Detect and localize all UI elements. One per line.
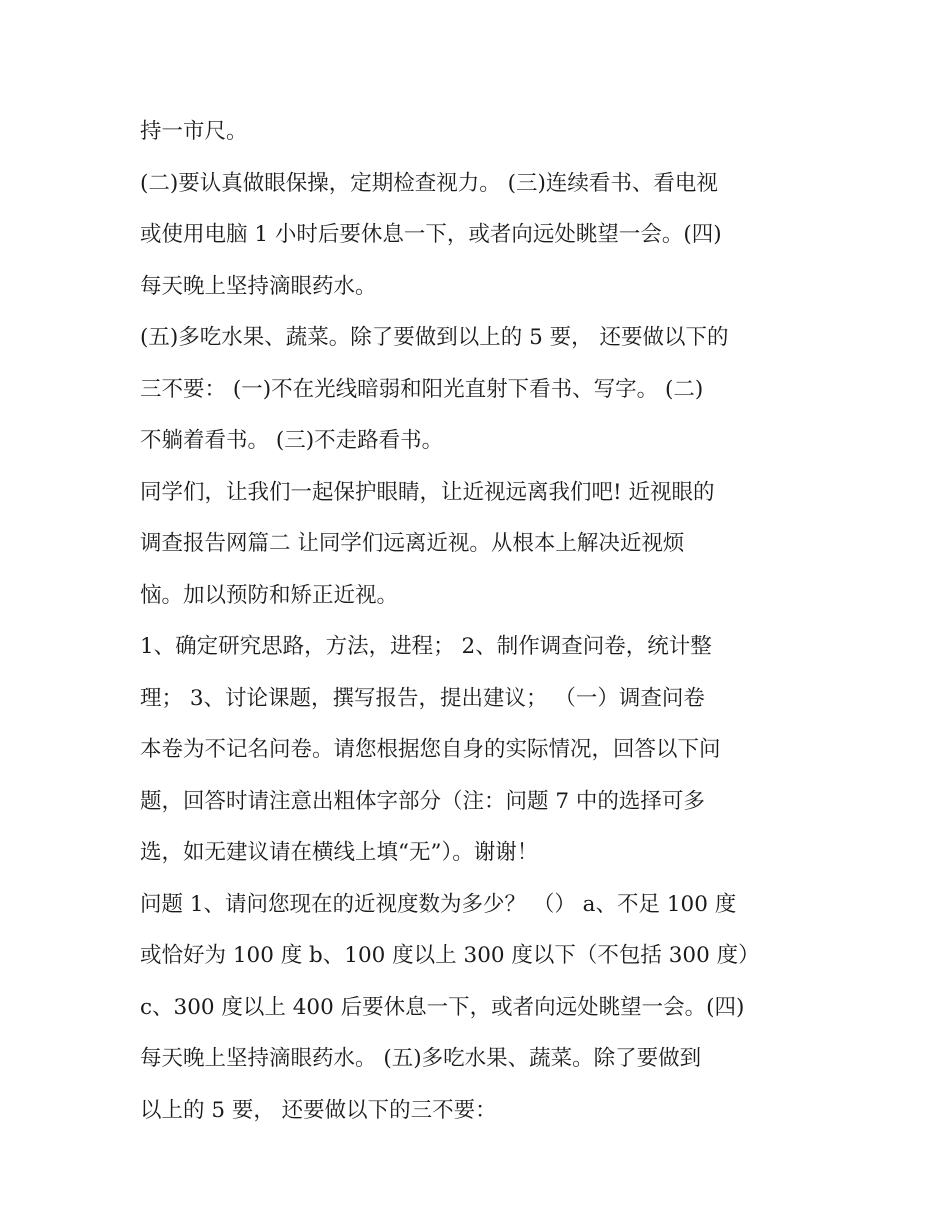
text-line: 不躺着看书。 (三)不走路看书。 bbox=[140, 428, 444, 453]
text-line: 或使用电脑 1 小时后要休息一下，或者向远处眺望一会。(四) bbox=[140, 222, 722, 247]
text-line: 问题 1、请问您现在的近视度数为多少？ （） a、不足 100 度 bbox=[140, 891, 737, 917]
text-line: c、300 度以上 400 后要休息一下，或者向远处眺望一会。(四) bbox=[140, 994, 745, 1020]
text-line: 恼。加以预防和矫正近视。 bbox=[140, 582, 399, 608]
text-line: 调查报告网篇二 让同学们远离近视。从根本上解决近视烦 bbox=[140, 531, 685, 556]
text-line: 三不要： (一)不在光线暗弱和阳光直射下看书、写字。 (二) bbox=[140, 376, 704, 402]
text-line: 以上的 5 要， 还要做以下的三不要： bbox=[140, 1097, 497, 1123]
text-line: 或恰好为 100 度 b、100 度以上 300 度以下（不包括 300 度） bbox=[140, 943, 760, 968]
text-line: 每天晚上坚持滴眼药水。 (五)多吃水果、蔬菜。除了要做到 bbox=[140, 1046, 702, 1071]
text-line: 本卷为不记名问卷。请您根据您自身的实际情况，回答以下问 bbox=[140, 737, 721, 762]
text-line: 1、确定研究思路，方法，进程； 2、制作调查问卷，统计整 bbox=[140, 634, 712, 659]
text-line: 持一市尺。 bbox=[140, 119, 248, 144]
text-line: 题，回答时请注意出粗体字部分（注：问题 7 中的选择可多 bbox=[140, 788, 705, 814]
text-line: 理； 3、讨论课题，撰写报告，提出建议； （一）调查问卷 bbox=[140, 685, 705, 711]
document-body bbox=[140, 106, 830, 1136]
text-line: 选，如无建议请在横线上填“无”）。谢谢！ bbox=[140, 840, 539, 865]
text-line: 每天晚上坚持滴眼药水。 bbox=[140, 273, 377, 299]
text-line: (二)要认真做眼保操，定期检查视力。 (三)连续看书、看电视 bbox=[140, 170, 718, 196]
text-line: 同学们，让我们一起保护眼睛，让近视远离我们吧! 近视眼的 bbox=[140, 479, 715, 505]
text-line: (五)多吃水果、蔬菜。除了要做到以上的 5 要， 还要做以下的 bbox=[140, 325, 729, 350]
